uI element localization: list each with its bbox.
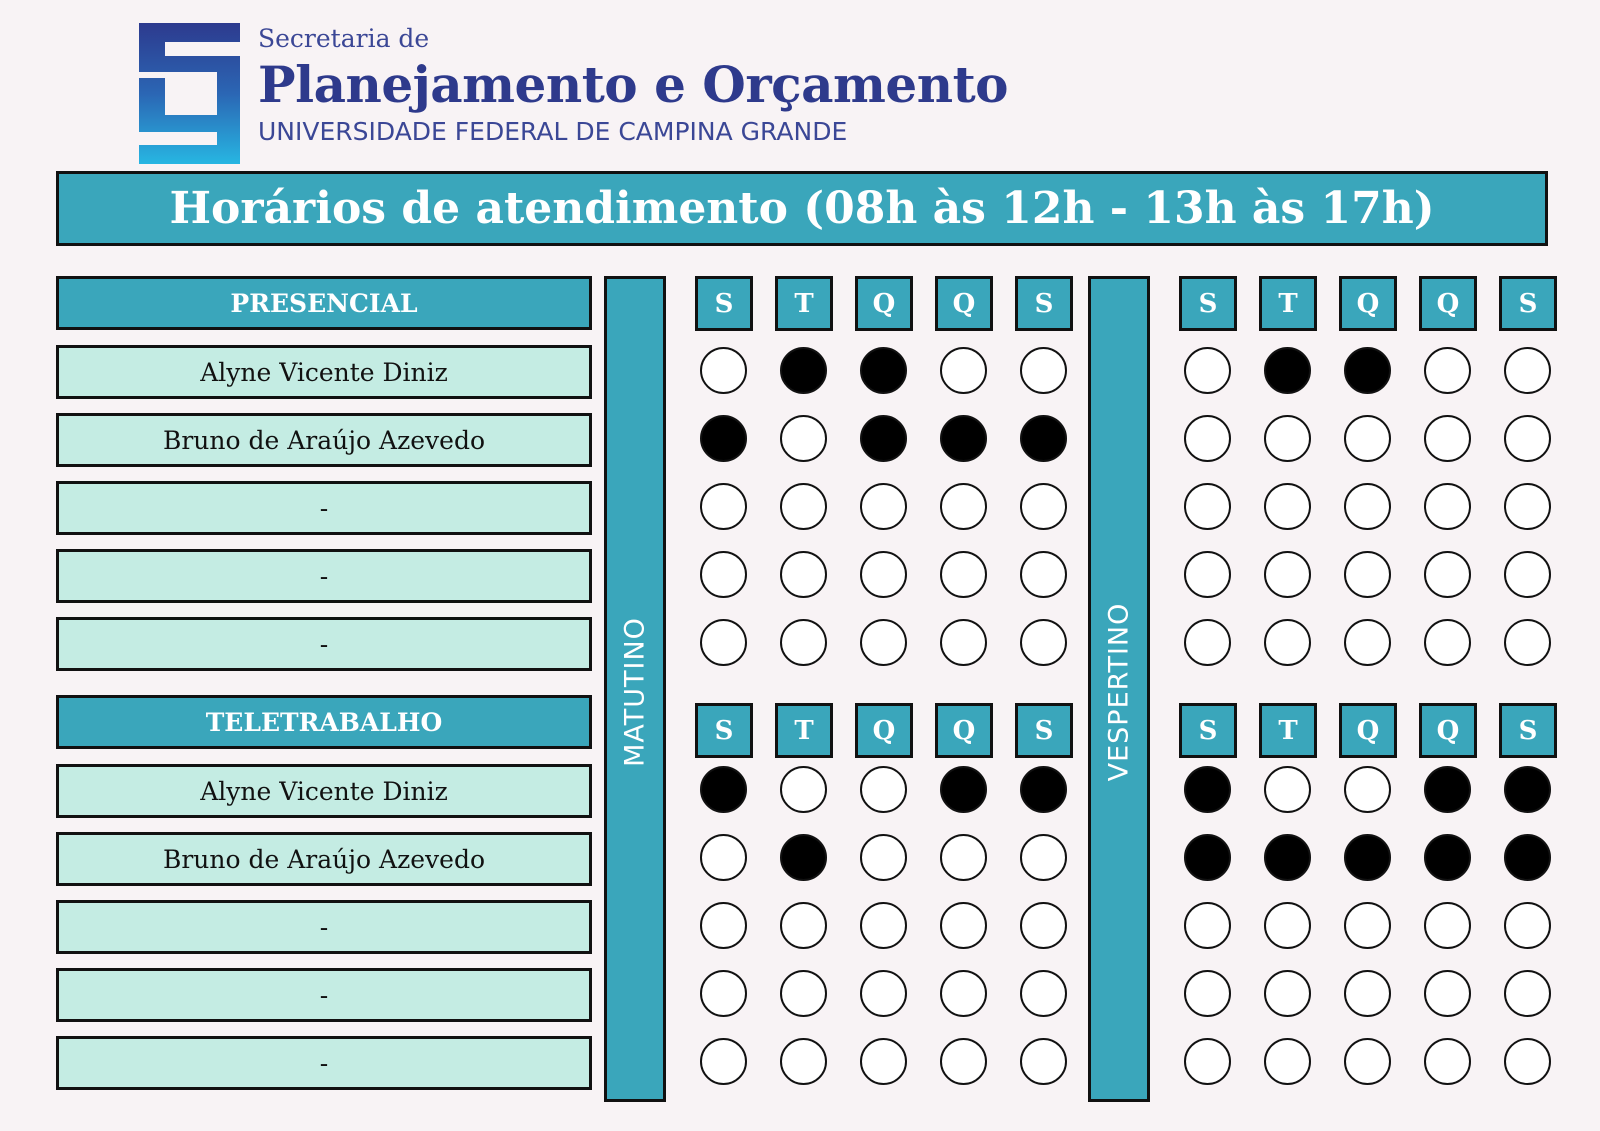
availability-dot-empty xyxy=(780,551,827,598)
availability-dot-empty xyxy=(860,970,907,1017)
logo-wordmark xyxy=(258,26,1008,144)
availability-dot-filled xyxy=(1020,415,1067,462)
availability-dot-empty xyxy=(1020,834,1067,881)
day-header: Q xyxy=(1419,276,1477,331)
availability-dot-empty xyxy=(700,619,747,666)
name-row: Alyne Vicente Diniz xyxy=(56,764,592,818)
day-header: T xyxy=(1259,703,1317,758)
name-row: - xyxy=(56,549,592,603)
availability-dot-empty xyxy=(780,415,827,462)
availability-dot-empty xyxy=(700,970,747,1017)
availability-dot-empty xyxy=(1344,766,1391,813)
availability-dot-empty xyxy=(1504,483,1551,530)
availability-dot-empty xyxy=(1184,970,1231,1017)
availability-dot-filled xyxy=(1344,834,1391,881)
availability-dot-empty xyxy=(1184,619,1231,666)
availability-dot-empty xyxy=(700,347,747,394)
availability-dot-empty xyxy=(1020,619,1067,666)
availability-dot-empty xyxy=(1264,766,1311,813)
availability-dot-empty xyxy=(700,551,747,598)
period-label-matutino: MATUTINO xyxy=(619,617,651,767)
section-header-presencial: PRESENCIAL xyxy=(56,276,592,330)
availability-dot-filled xyxy=(1264,347,1311,394)
availability-dot-empty xyxy=(700,834,747,881)
availability-dot-empty xyxy=(940,834,987,881)
availability-dot-empty xyxy=(1184,347,1231,394)
availability-dot-empty xyxy=(1184,415,1231,462)
availability-dot-filled xyxy=(940,766,987,813)
availability-dot-empty xyxy=(1184,1038,1231,1085)
availability-dot-empty xyxy=(1424,551,1471,598)
day-header: Q xyxy=(855,276,913,331)
name-row: - xyxy=(56,900,592,954)
availability-dot-empty xyxy=(1020,1038,1067,1085)
name-row: Bruno de Araújo Azevedo xyxy=(56,832,592,886)
availability-dot-filled xyxy=(1344,347,1391,394)
availability-dot-empty xyxy=(1424,483,1471,530)
availability-dot-empty xyxy=(1020,970,1067,1017)
availability-dot-empty xyxy=(1504,970,1551,1017)
availability-dot-empty xyxy=(1020,483,1067,530)
availability-dot-empty xyxy=(1264,902,1311,949)
logo-line-department: Planejamento e Orçamento xyxy=(258,55,1009,114)
availability-dot-empty xyxy=(860,834,907,881)
name-row: Alyne Vicente Diniz xyxy=(56,345,592,399)
logo-line-university: UNIVERSIDADE FEDERAL DE CAMPINA GRANDE xyxy=(258,117,848,146)
availability-dot-empty xyxy=(780,619,827,666)
availability-dot-empty xyxy=(1504,902,1551,949)
period-bar-vespertino xyxy=(1088,276,1150,1102)
availability-dot-empty xyxy=(1424,415,1471,462)
availability-dot-empty xyxy=(780,970,827,1017)
availability-dot-empty xyxy=(1264,415,1311,462)
availability-dot-empty xyxy=(860,1038,907,1085)
day-header: S xyxy=(1179,703,1237,758)
availability-dot-filled xyxy=(1020,766,1067,813)
availability-dot-empty xyxy=(780,1038,827,1085)
name-row: Bruno de Araújo Azevedo xyxy=(56,413,592,467)
availability-dot-filled xyxy=(780,834,827,881)
availability-dot-empty xyxy=(1264,551,1311,598)
availability-dot-empty xyxy=(860,483,907,530)
availability-dot-empty xyxy=(940,902,987,949)
availability-dot-filled xyxy=(1424,834,1471,881)
page-title: Horários de atendimento (08h às 12h - 13h às 17h) xyxy=(56,171,1548,246)
availability-dot-filled xyxy=(860,347,907,394)
availability-dot-empty xyxy=(1344,551,1391,598)
day-header: S xyxy=(1499,703,1557,758)
availability-dot-empty xyxy=(780,902,827,949)
day-header: S xyxy=(1179,276,1237,331)
availability-dot-empty xyxy=(1184,483,1231,530)
day-header: Q xyxy=(855,703,913,758)
section-header-teletrabalho: TELETRABALHO xyxy=(56,695,592,749)
logo-line-secretaria: Secretaria de xyxy=(258,24,430,53)
availability-dot-empty xyxy=(1264,619,1311,666)
availability-dot-empty xyxy=(1344,902,1391,949)
availability-dot-filled xyxy=(860,415,907,462)
availability-dot-empty xyxy=(860,766,907,813)
availability-dot-empty xyxy=(940,1038,987,1085)
availability-dot-empty xyxy=(1020,551,1067,598)
availability-dot-empty xyxy=(940,551,987,598)
availability-dot-filled xyxy=(1184,834,1231,881)
availability-dot-empty xyxy=(1424,970,1471,1017)
day-header: S xyxy=(1015,703,1073,758)
availability-dot-empty xyxy=(1504,619,1551,666)
availability-dot-empty xyxy=(700,483,747,530)
availability-dot-empty xyxy=(1184,902,1231,949)
availability-dot-empty xyxy=(860,902,907,949)
day-header: Q xyxy=(1419,703,1477,758)
day-header: T xyxy=(775,703,833,758)
availability-dot-empty xyxy=(940,619,987,666)
day-header: Q xyxy=(1339,703,1397,758)
name-row: - xyxy=(56,481,592,535)
availability-dot-empty xyxy=(940,970,987,1017)
day-header: S xyxy=(1499,276,1557,331)
availability-dot-empty xyxy=(1504,415,1551,462)
availability-dot-empty xyxy=(1424,1038,1471,1085)
availability-dot-empty xyxy=(1344,483,1391,530)
availability-dot-empty xyxy=(940,483,987,530)
availability-dot-empty xyxy=(1424,619,1471,666)
spo-logo-icon xyxy=(139,23,240,164)
day-header: T xyxy=(1259,276,1317,331)
day-header: S xyxy=(695,703,753,758)
availability-dot-empty xyxy=(1424,902,1471,949)
availability-dot-filled xyxy=(1184,766,1231,813)
availability-dot-filled xyxy=(780,347,827,394)
availability-dot-empty xyxy=(860,551,907,598)
availability-dot-filled xyxy=(1504,766,1551,813)
availability-dot-empty xyxy=(1184,551,1231,598)
availability-dot-filled xyxy=(700,415,747,462)
availability-dot-empty xyxy=(1424,347,1471,394)
name-row: - xyxy=(56,968,592,1022)
availability-dot-empty xyxy=(700,902,747,949)
availability-dot-empty xyxy=(700,1038,747,1085)
availability-dot-empty xyxy=(860,619,907,666)
period-label-vespertino: VESPERTINO xyxy=(1103,602,1135,782)
name-row: - xyxy=(56,1036,592,1090)
day-header: Q xyxy=(935,703,993,758)
availability-dot-empty xyxy=(1264,1038,1311,1085)
day-header: S xyxy=(695,276,753,331)
availability-dot-empty xyxy=(1344,1038,1391,1085)
availability-dot-empty xyxy=(1504,551,1551,598)
availability-dot-empty xyxy=(1020,347,1067,394)
availability-dot-empty xyxy=(780,766,827,813)
availability-dot-empty xyxy=(1020,902,1067,949)
availability-dot-empty xyxy=(1344,619,1391,666)
availability-dot-empty xyxy=(780,483,827,530)
availability-dot-filled xyxy=(700,766,747,813)
day-header: T xyxy=(775,276,833,331)
availability-dot-empty xyxy=(1344,970,1391,1017)
availability-dot-empty xyxy=(1344,415,1391,462)
availability-dot-empty xyxy=(940,347,987,394)
availability-dot-empty xyxy=(1264,483,1311,530)
availability-dot-empty xyxy=(1504,1038,1551,1085)
period-bar-matutino xyxy=(604,276,666,1102)
name-row: - xyxy=(56,617,592,671)
day-header: Q xyxy=(1339,276,1397,331)
availability-dot-filled xyxy=(1504,834,1551,881)
day-header: Q xyxy=(935,276,993,331)
availability-dot-empty xyxy=(1504,347,1551,394)
availability-dot-filled xyxy=(1424,766,1471,813)
day-header: S xyxy=(1015,276,1073,331)
availability-dot-filled xyxy=(1264,834,1311,881)
availability-dot-empty xyxy=(1264,970,1311,1017)
availability-dot-filled xyxy=(940,415,987,462)
